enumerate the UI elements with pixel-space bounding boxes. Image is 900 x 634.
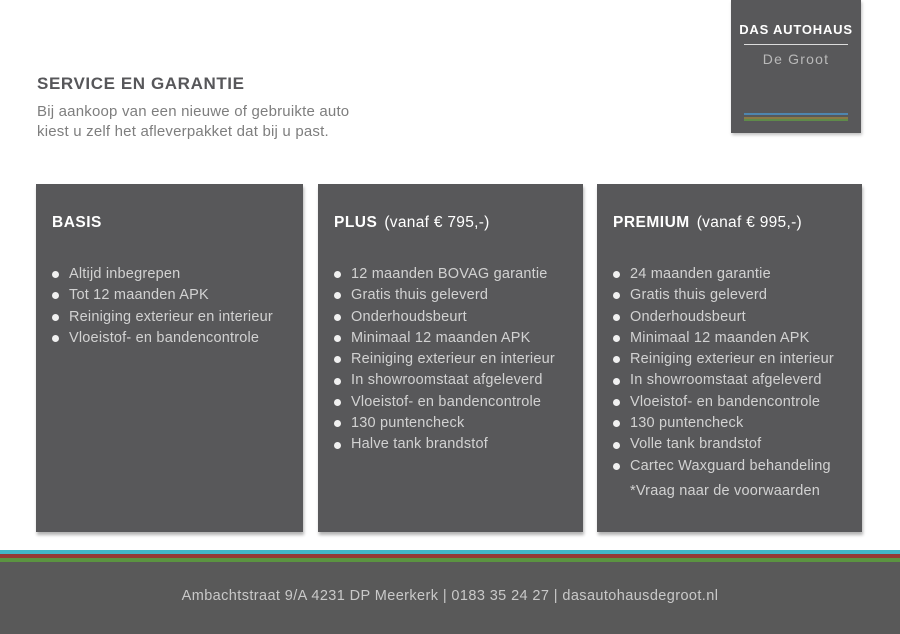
bullet-icon (613, 442, 620, 449)
bullet-icon (334, 442, 341, 449)
page-title: SERVICE EN GARANTIE (37, 74, 245, 93)
bullet-icon (334, 335, 341, 342)
bullet-icon (613, 378, 620, 385)
package-name: PREMIUM (613, 214, 690, 231)
bullet-icon (334, 399, 341, 406)
list-item (613, 392, 854, 413)
list-item (613, 370, 854, 391)
package-list-plus (334, 264, 575, 456)
package-list-basis (52, 264, 295, 349)
package-price: (vanaf € 995,-) (696, 214, 803, 231)
list-item (334, 285, 575, 306)
brand-logo (731, 0, 861, 133)
header-block (37, 74, 349, 142)
bullet-icon (613, 292, 620, 299)
list-item-label: Volle tank brandstof (630, 436, 762, 453)
list-item-label: Reiniging exterieur en interieur (630, 351, 834, 368)
bullet-icon (334, 292, 341, 299)
logo-divider (744, 44, 848, 45)
page-subtitle-line1: Bij aankoop van een nieuwe of gebruikte auto (37, 103, 350, 120)
list-item (613, 328, 854, 349)
list-item-label: 130 puntencheck (351, 415, 465, 432)
list-item (52, 307, 295, 328)
list-item-label: Halve tank brandstof (351, 436, 488, 453)
page-subtitle-line2: kiest u zelf het afleverpakket dat bij u past. (37, 123, 329, 140)
list-item-label: 130 puntencheck (630, 415, 744, 432)
bullet-icon (613, 271, 620, 278)
bullet-icon (613, 356, 620, 363)
bullet-icon (613, 420, 620, 427)
list-item (334, 349, 575, 370)
list-item-label: Vloeistof- en bandencontrole (630, 393, 821, 410)
package-title-plus (334, 214, 575, 232)
list-item (613, 307, 854, 328)
list-item-label: Gratis thuis geleverd (351, 287, 489, 304)
bullet-icon (613, 314, 620, 321)
list-item (52, 264, 295, 285)
list-item-label: Vloeistof- en bandencontrole (351, 393, 542, 410)
bullet-icon (613, 463, 620, 470)
bullet-icon (334, 378, 341, 385)
package-price: (vanaf € 795,-) (384, 214, 490, 231)
list-item-label: In showroomstaat afgeleverd (630, 372, 822, 389)
package-name: BASIS (52, 214, 102, 231)
list-item (334, 328, 575, 349)
list-item (613, 285, 854, 306)
list-item (334, 307, 575, 328)
list-item (613, 456, 854, 477)
package-list-premium (613, 264, 854, 477)
list-item (334, 413, 575, 434)
list-item (52, 328, 295, 349)
list-item (613, 349, 854, 370)
bullet-icon (613, 335, 620, 342)
accent-stripes (0, 550, 900, 562)
list-item (52, 285, 295, 306)
bullet-icon (52, 292, 59, 299)
list-item (613, 434, 854, 455)
logo-stripe-blue (744, 113, 848, 115)
list-item-label: Minimaal 12 maanden APK (351, 329, 531, 346)
list-item-label: In showroomstaat afgeleverd (351, 372, 543, 389)
package-panel-premium (597, 184, 862, 532)
list-item-label: Reiniging exterieur en interieur (351, 351, 555, 368)
package-panel-plus (318, 184, 583, 532)
bullet-icon (334, 271, 341, 278)
list-item-label: Onderhoudsbeurt (351, 308, 467, 325)
list-item (613, 264, 854, 285)
list-item (334, 392, 575, 413)
list-item-label: 24 maanden garantie (630, 266, 771, 282)
list-item (334, 264, 575, 285)
bullet-icon (334, 314, 341, 321)
brand-name: DAS AUTOHAUS (739, 22, 853, 37)
brand-subname: De Groot (762, 51, 830, 67)
list-item (334, 370, 575, 391)
package-title-basis (52, 214, 295, 232)
list-item-label: 12 maanden BOVAG garantie (351, 266, 548, 282)
bullet-icon (52, 314, 59, 321)
package-name: PLUS (334, 214, 378, 231)
list-item-label: Tot 12 maanden APK (69, 287, 209, 304)
list-item-label: Onderhoudsbeurt (630, 308, 746, 325)
list-item-label: Minimaal 12 maanden APK (630, 329, 810, 346)
bullet-icon (52, 271, 59, 278)
list-item-label: Vloeistof- en bandencontrole (69, 329, 260, 346)
bullet-icon (334, 356, 341, 363)
list-item (613, 413, 854, 434)
bullet-icon (613, 399, 620, 406)
list-item-label: Reiniging exterieur en interieur (69, 308, 273, 325)
bullet-icon (52, 335, 59, 342)
logo-accent-stripes (744, 113, 848, 121)
package-title-premium (613, 214, 854, 232)
package-footnote: *Vraag naar de voorwaarden (630, 482, 821, 499)
footer-contact: Ambachtstraat 9/A 4231 DP Meerkerk | 0183 35 24 27 | dasautohausdegroot.nl (181, 588, 719, 604)
list-item-label: Altijd inbegrepen (69, 266, 181, 282)
package-panel-basis (36, 184, 303, 532)
list-item-label: Cartec Waxguard behandeling (630, 457, 831, 474)
footer (0, 562, 900, 634)
list-item (334, 434, 575, 455)
bullet-icon (334, 420, 341, 427)
logo-stripe-green (744, 119, 848, 121)
list-item-label: Gratis thuis geleverd (630, 287, 768, 304)
